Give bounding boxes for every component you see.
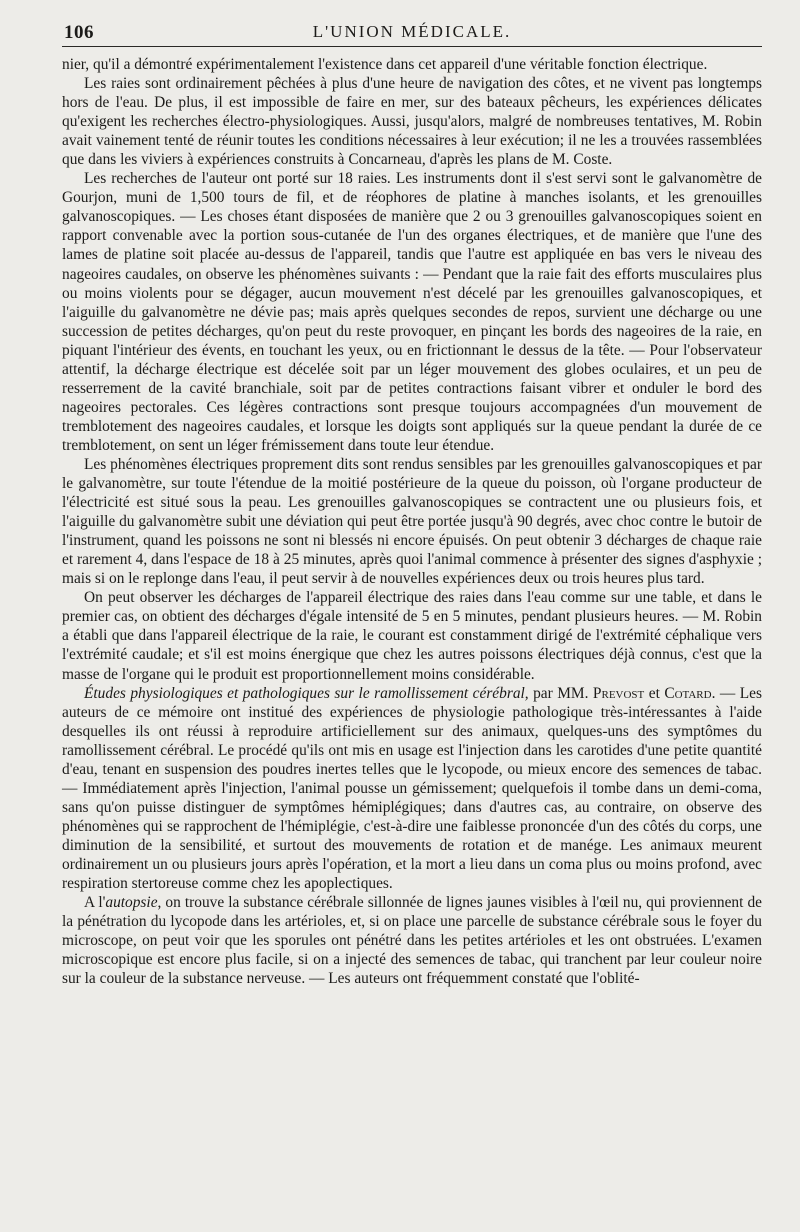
- paragraph-prefix: A l': [84, 894, 106, 912]
- authors-join: et: [644, 684, 665, 702]
- page-header: [62, 18, 762, 47]
- running-title: L'UNION MÉDICALE.: [312, 22, 512, 41]
- review-paragraph: [62, 684, 762, 894]
- paragraph-text: Les phénomènes électriques proprement dits sont rendus sensibles par les grenouilles galvanoscopiques et par le galvanomètre, sur toute l'étendue de la moitié postérieure de la queue du poisson, où l'organe producteur de l'électricité est situé sous la peau. Les grenouilles galvanoscopiques se contractent une ou plusieurs fois, et l'aiguille du galvanomètre subit une déviation qui peut être portée jusqu'à 90 degrés, avec choc contre le butoir de l'instrument, quand les poissons ne sont ni blessés ni encore épuisés. On peut obtenir 3 décharges de chaque raie et rarement 4, dans l'espace de 18 à 25 minutes, après quoi l'animal commence à présenter des signes d'asphyxie ; mais si on le replonge dans l'eau, il peut servir à de nouvelles expériences deux ou trois heures plus tard.: [62, 455, 762, 588]
- paragraph-text: . — Les auteurs de ce mémoire ont institué des expériences de physiologie pathologique très-intéressantes à l'aide desquelles ils ont réussi à reproduire artificiellement sur des animaux, quelques-uns des symptômes du ramollissement cérébral. Le procédé qu'ils ont mis en usage est l'injection dans les carotides d'une petite quantité d'eau, tenant en suspension des poudres inertes telles que le lycopode, ou mieux encore des semences de tabac. — Immédiatement après l'injection, l'animal pousse un gémissement; quelquefois il tombe dans un demi-coma, sans qu'on puisse distinguer de symptômes hémiplégiques; dans d'autres cas, au contraire, on observe des phénomènes qui se rapprochent de l'hémiplégie, c'est-à-dire une faiblesse prononcée d'un des côtés du corps, une diminution de la sensibilité, et surtout des mouvements de rotation et de manége. Les animaux meurent ordinairement un ou plusieurs jours après l'opération, et la mort a lieu dans un coma plus ou moins profond, avec respiration stertoreuse comme chez les apoplectiques.: [62, 684, 762, 893]
- paragraph: [62, 74, 762, 169]
- paragraph: [62, 455, 762, 588]
- paragraph-text: , on trouve la substance cérébrale sillonnée de lignes jaunes visibles à l'œil nu, qui proviennent de la pénétration du lycopode dans les artérioles, et, si on place une parcelle de substance cérébrale sous le foyer du microscope, on peut voir que les sporules ont pénétré dans les petites artérioles et les ont obstruées. L'examen microscopique est encore plus facile, si on a injecté des semences de tabac, qui tranchent par leur couleur noire sur la couleur de la substance nerveuse. — Les auteurs ont fréquemment constaté que l'oblité-: [62, 894, 762, 988]
- paragraph-text: Les recherches de l'auteur ont porté sur 18 raies. Les instruments dont il s'est servi sont le galvanomètre de Gourjon, muni de 1,500 tours de fil, et de réophores de platine à manches isolants, et les grenouilles galvanoscopiques. — Les choses étant disposées de manière que 2 ou 3 grenouilles galvanoscopiques soient en rapport convenable avec la portion sous-cutanée de l'un des organes électriques, et de manière que l'une des lames de platine soit placée au-dessus de l'appareil, tandis que l'autre est appliquée en bas vers le niveau des nageoires caudales, on observe les phénomènes suivants : — Pendant que la raie fait des efforts musculaires plus ou moins violents pour se dégager, aucun mouvement n'est décelé par les grenouilles galvanoscopiques, et l'aiguille du galvanomètre ne dévie pas; mais après quelques secondes de repos, survient une décharge ou une succession de petites décharges, qu'on peut du reste provoquer, en pinçant les bords des nageoires de la raie, en piquant l'intérieur des évents, en touchant les yeux, ou en frictionnant le dessus de la tête. — Pour l'observateur attentif, la décharge électrique est décelée soit par un léger mouvement des globes oculaires, et un peu de resserrement de la cavité branchiale, soit par de petites contractions faisant vibrer et onduler le bord des nageoires pectorales. Ces légères contractions sont presque toujours accompagnées d'un mouvement de tremblotement des nageoires caudales, et lorsque les doigts sont appliqués sur la queue pendant la durée de ce tremblotement, on sent un léger frémissement dans toute leur étendue.: [62, 170, 762, 454]
- author-name: Prevost: [592, 684, 645, 702]
- author-name: Cotard: [664, 684, 712, 702]
- page-number: 106: [64, 22, 94, 43]
- paragraph: [62, 893, 762, 988]
- italic-term: autopsie: [105, 894, 158, 912]
- paragraph-text: Les raies sont ordinairement pêchées à plus d'une heure de navigation des côtes, et ne vivent pas longtemps hors de l'eau. De plus, il est impossible de faire en mer, sur des bateaux pêcheurs, les expériences délicates qu'exigent les recherches électro-physiologiques. Aussi, jusqu'alors, malgré de nombreuses tentatives, M. Robin avait vainement tenté de réunir toutes les conditions nécessaires à leur exécution; il ne les a trouvées rassemblées que dans les viviers à expériences construits à Concarneau, d'après les plans de M. Coste.: [62, 75, 762, 169]
- paragraph-text: nier, qu'il a démontré expérimentalement l'existence dans cet appareil d'une véritable fonction électrique.: [62, 56, 708, 73]
- authors-prefix: par MM.: [528, 684, 593, 702]
- article-title: Études physiologiques et pathologiques sur le ramollissement cérébral,: [84, 684, 529, 702]
- paragraph: [62, 588, 762, 683]
- paragraph: [62, 169, 762, 455]
- paragraph-continued: [62, 55, 762, 74]
- article-body: [62, 55, 762, 988]
- paragraph-text: On peut observer les décharges de l'appareil électrique des raies dans l'eau comme sur une table, et dans le premier cas, on obtient des décharges d'égale intensité de 5 en 5 minutes, pendant plusieurs heures. — M. Robin a établi que dans l'appareil électrique de la raie, le courant est constamment dirigé de l'extrémité céphalique vers l'extrémité caudale; et s'il est moins énergique que chez les autres poissons électriques déjà connus, c'est que la masse de l'organe qui le produit est proportionnellement moins considérable.: [62, 589, 762, 683]
